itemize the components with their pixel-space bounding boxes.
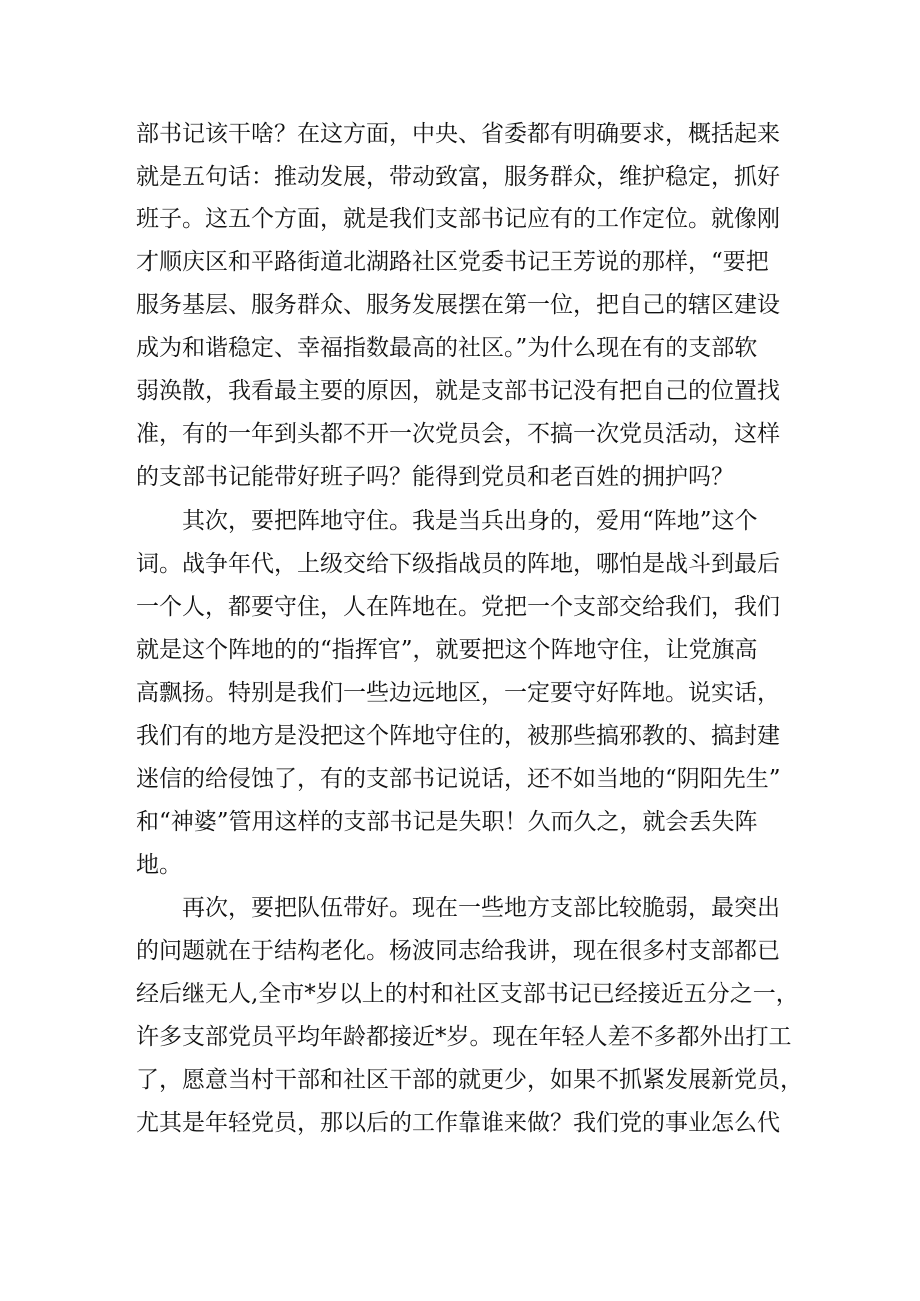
text-line: 我们有的地方是没把这个阵地守住的，被那些搞邪教的、搞封建 [136,723,780,749]
text-line: 才顺庆区和平路街道北湖路社区党委书记王芳说的那样，“要把 [136,249,769,275]
text-line: 了，愿意当村干部和社区干部的就更少，如果不抓紧发展新党员， [136,1067,803,1093]
text-line: 经后继无人,全市*岁以上的村和社区支部书记已经接近五分之一， [136,981,799,1007]
text-line: 服务基层、服务群众、服务发展摆在第一位，把自己的辖区建设 [136,292,780,318]
text-line: 一个人，都要守住，人在阵地在。党把一个支部交给我们，我们 [136,594,780,620]
text-line: 的支部书记能带好班子吗？能得到党员和老百姓的拥护吗？ [136,464,734,490]
text-line: 地。 [136,852,182,878]
text-line: 许多支部党员平均年龄都接近*岁。现在年轻人差不多都外出打工 [136,1024,792,1050]
paragraph-first-line: 其次，要把阵地守住。我是当兵出身的，爱用“阵地”这个 [182,508,758,534]
text-line: 弱涣散，我看最主要的原因，就是支部书记没有把自己的位置找 [136,378,780,404]
text-line: 部书记该干啥？在这方面，中央、省委都有明确要求，概括起来 [136,121,780,147]
paragraph-first-line: 再次，要把队伍带好。现在一些地方支部比较脆弱，最突出 [182,895,780,921]
text-line: 准，有的一年到头都不开一次党员会，不搞一次党员活动，这样 [136,421,780,447]
text-line: 就是这个阵地的的“指挥官”，就要把这个阵地守住，让党旗高 [136,637,758,663]
text-line: 的问题就在于结构老化。杨波同志给我讲，现在很多村支部都已 [136,938,780,964]
text-line: 就是五句话：推动发展，带动致富，服务群众，维护稳定，抓好 [136,164,780,190]
text-line: 成为和谐稳定、幸福指数最高的社区。”为什么现在有的支部软 [136,335,758,361]
text-line: 班子。这五个方面，就是我们支部书记应有的工作定位。就像刚 [136,206,780,232]
text-line: 词。战争年代，上级交给下级指战员的阵地，哪怕是战斗到最后 [136,551,780,577]
text-line: 尤其是年轻党员，那以后的工作靠谁来做？我们党的事业怎么代 [136,1110,780,1136]
text-line: 迷信的给侵蚀了，有的支部书记说话，还不如当地的“阴阳先生” [136,766,781,792]
text-line: 高飘扬。特别是我们一些边远地区，一定要守好阵地。说实话， [136,680,780,706]
text-line: 和“神婆”管用这样的支部书记是失职！久而久之，就会丢失阵 [136,809,758,835]
